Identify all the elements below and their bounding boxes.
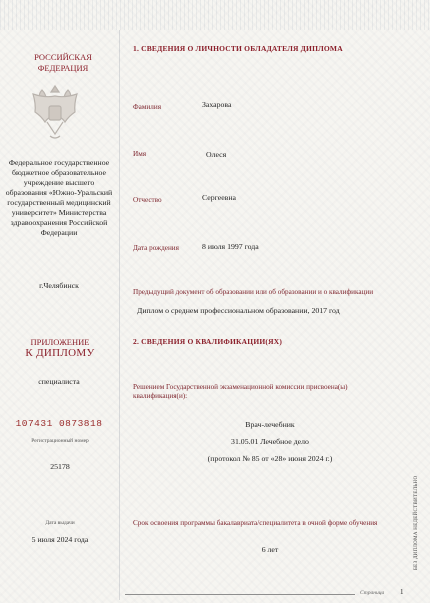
protocol-value: (протокол № 85 от «28» июня 2024 г.) bbox=[207, 454, 333, 463]
side-notice-wrapper bbox=[414, 475, 430, 575]
surname-value: Захарова bbox=[202, 100, 232, 109]
degree-level: специалиста bbox=[38, 377, 80, 386]
surname-label: Фамилия bbox=[133, 103, 162, 111]
page-number: 1 bbox=[400, 588, 404, 596]
page-label: Страница bbox=[360, 590, 385, 596]
appendix-title-line2: К ДИПЛОМУ bbox=[25, 347, 95, 360]
commission-decision-label: Решением Государственной экзаменационной комиссии присвоена(ы) квалификация(и): bbox=[133, 383, 348, 401]
name-value: Олеся bbox=[206, 150, 227, 159]
issue-date-label: Дата выдачи bbox=[45, 520, 75, 526]
column-divider bbox=[119, 30, 120, 600]
country-name: РОССИЙСКАЯ ФЕДЕРАЦИЯ bbox=[34, 52, 92, 73]
decorative-top-band bbox=[0, 0, 430, 30]
patronymic-label: Отчество bbox=[133, 196, 162, 204]
specialty-value: 31.05.01 Лечебное дело bbox=[231, 437, 309, 446]
city: г.Челябинск bbox=[39, 281, 79, 290]
appendix-title bbox=[20, 337, 100, 360]
birth-date-label: Дата рождения bbox=[133, 244, 179, 252]
section1-heading: 1. СВЕДЕНИЯ О ЛИЧНОСТИ ОБЛАДАТЕЛЯ ДИПЛОМА bbox=[133, 44, 343, 53]
registration-number-label: Регистрационный номер bbox=[31, 438, 89, 444]
side-notice: БЕЗ ДИПЛОМА НЕДЕЙСТВИТЕЛЬНО bbox=[414, 475, 419, 570]
patronymic-value: Сергеевна bbox=[202, 193, 236, 202]
double-headed-eagle-emblem-icon bbox=[20, 76, 90, 146]
section2-heading: 2. СВЕДЕНИЯ О КВАЛИФИКАЦИИ(ЯХ) bbox=[133, 337, 283, 346]
page-footer-line bbox=[125, 594, 355, 595]
institution-name: Федеральное государственное бюджетное образовательное учреждение высшего образования «Южно-Уральский государственный медицинский университет» Министерства здравоохранения Российской Федерации bbox=[5, 158, 113, 237]
registration-number: 25178 bbox=[50, 462, 70, 471]
previous-document-value: Диплом о среднем профессиональном образовании, 2017 год bbox=[137, 306, 340, 315]
program-duration-label: Срок освоения программы бакалавриата/специалитета в очной форме обучения bbox=[133, 519, 378, 527]
issue-date: 5 июля 2024 года bbox=[31, 535, 89, 544]
qualification-value: Врач-лечебник bbox=[245, 420, 295, 429]
serial-number: 107431 0873818 bbox=[15, 418, 103, 429]
appendix-title-line1: ПРИЛОЖЕНИЕ bbox=[30, 337, 90, 347]
name-label: Имя bbox=[133, 150, 147, 158]
birth-date-value: 8 июля 1997 года bbox=[202, 242, 259, 251]
previous-document-label: Предыдущий документ об образовании или об образовании и о квалификации bbox=[133, 288, 374, 296]
program-duration-value: 6 лет bbox=[261, 545, 279, 554]
